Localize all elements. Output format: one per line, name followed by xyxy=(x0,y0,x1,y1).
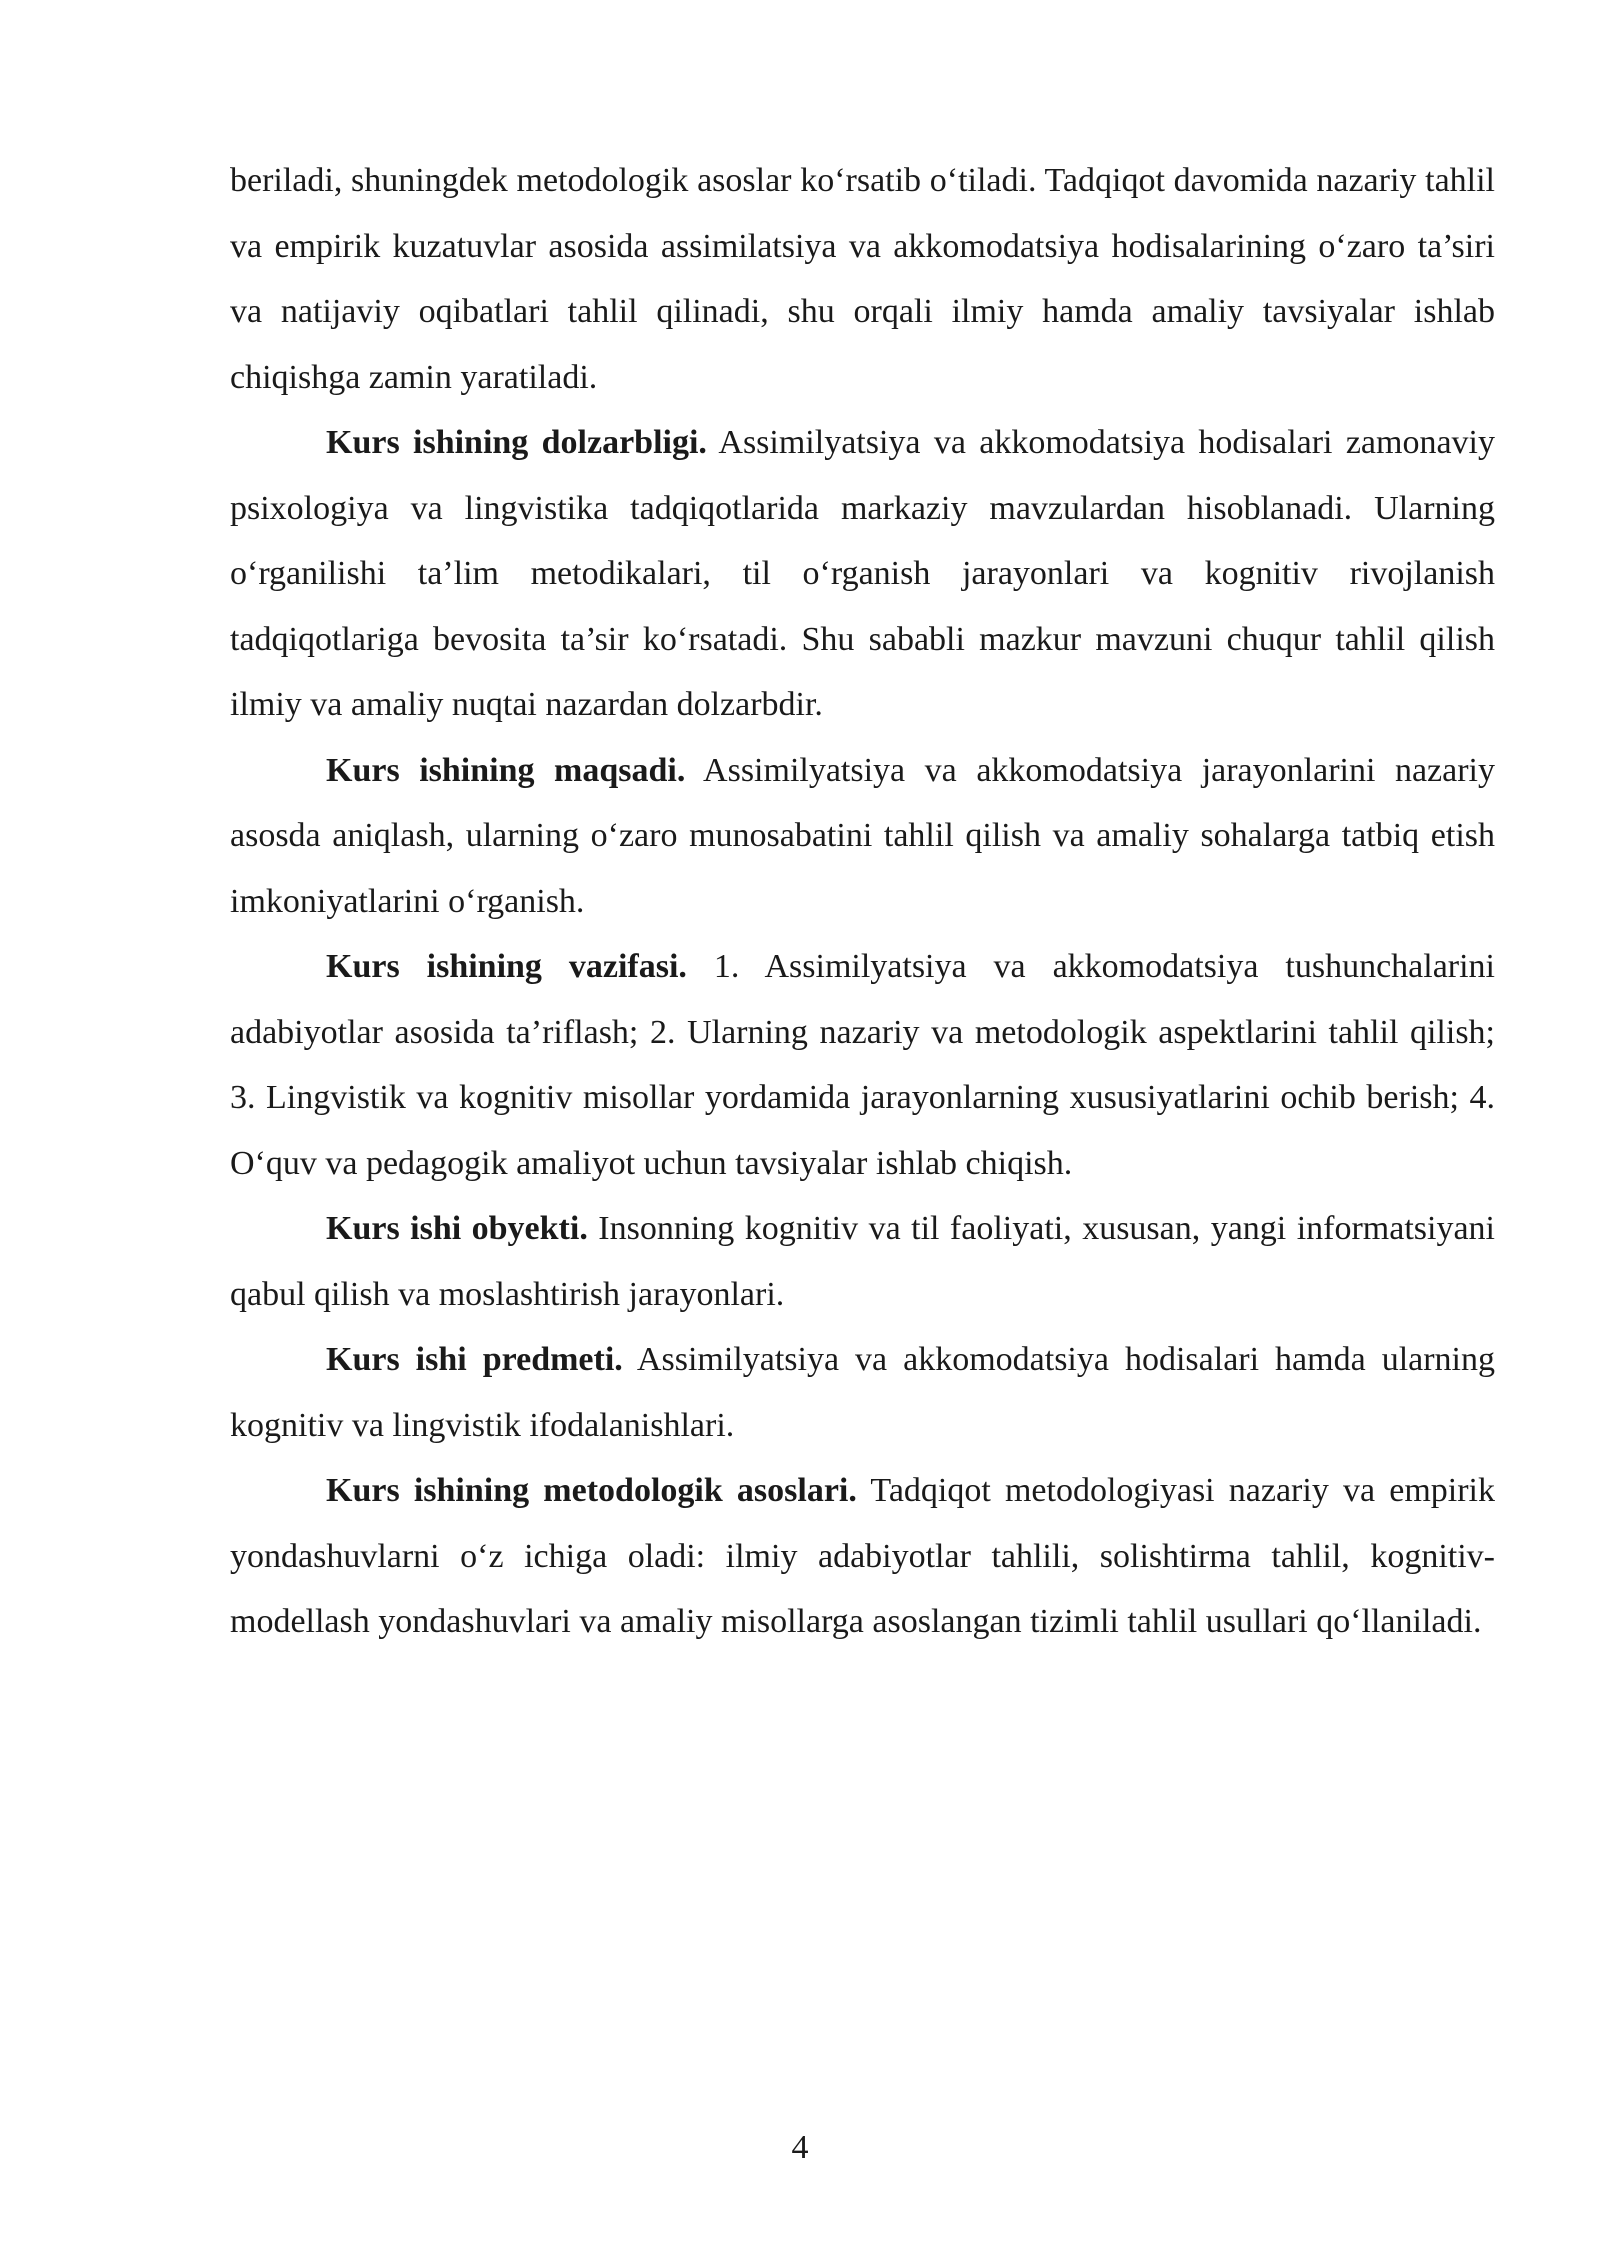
body-text xyxy=(230,148,1495,1655)
paragraph-text: Assimilyatsiya va akkomodatsiya hodisalari hamda ularning kognitiv va lingvistik ifodalanishlari. xyxy=(230,1341,1495,1444)
paragraph-text: Tadqiqot metodologiyasi nazariy va empirik yondashuvlarni o‘z ichiga oladi: ilmiy adabiyotlar tahlili, solishtirma tahlil, kognitiv-modellash yondashuvlari va amaliy misollarga asoslangan tizimli tahlil usullari qo‘llaniladi. xyxy=(230,1472,1495,1640)
paragraph-heading: Kurs ishining maqsadi. xyxy=(326,751,686,789)
paragraph-heading: Kurs ishining vazifasi. xyxy=(326,948,687,985)
paragraph-text: Assimilyatsiya va akkomodatsiya hodisalari zamonaviy psixologiya va lingvistika tadqiqotlarida markaziy mavzulardan hisoblanadi. Ularning o‘rganilishi ta’lim metodikalari, til o‘rganish jarayonlari va kognitiv rivojlanish tadqiqotlariga bevosita ta’sir ko‘rsatadi. Shu sababli mazkur mavzuni chuqur tahlil qilish ilmiy va amaliy nuqtai nazardan dolzarbdir. xyxy=(230,424,1496,723)
page-number: 4 xyxy=(791,2129,809,2166)
paragraph-text: Insonning kognitiv va til faoliyati, xususan, yangi informatsiyani qabul qilish va moslashtirish jarayonlari. xyxy=(230,1210,1496,1313)
paragraph-heading: Kurs ishi obyekti. xyxy=(326,1210,588,1247)
paragraph-text: 1. Assimilyatsiya va akkomodatsiya tushunchalarini adabiyotlar asosida ta’riflash; 2. Ularning nazariy va metodologik aspektlarini tahlil qilish; 3. Lingvistik va kognitiv misollar yordamida jarayonlarning xususiyatlarini ochib berish; 4. O‘quv va pedagogik amaliyot uchun tavsiyalar ishlab chiqish. xyxy=(230,948,1496,1182)
paragraph-object xyxy=(230,1196,1495,1327)
paragraph-heading: Kurs ishi predmeti. xyxy=(326,1341,623,1378)
paragraph-text: Assimilyatsiya va akkomodatsiya jarayonlarini nazariy asosda aniqlash, ularning o‘zaro munosabatini tahlil qilish va amaliy sohalarga tatbiq etish imkoniyatlarini o‘rganish. xyxy=(230,751,1495,920)
paragraph-relevance xyxy=(230,410,1495,738)
paragraph-intro xyxy=(230,148,1495,410)
paragraph-methodology xyxy=(230,1458,1495,1655)
paragraph-tasks xyxy=(230,934,1495,1196)
paragraph-text: beriladi, shuningdek metodologik asoslar ko‘rsatib o‘tiladi. Tadqiqot davomida nazariy tahlil va empirik kuzatuvlar asosida assimilatsiya va akkomodatsiya hodisalarining o‘zaro ta’siri va natijaviy oqibatlari tahlil qilinadi, shu orqali ilmiy hamda amaliy tavsiyalar ishlab chiqishga zamin yaratiladi. xyxy=(230,162,1495,396)
paragraph-heading: Kurs ishining metodologik asoslari. xyxy=(326,1472,857,1509)
paragraph-heading: Kurs ishining dolzarbligi. xyxy=(326,424,707,461)
paragraph-subject xyxy=(230,1327,1495,1458)
paragraph-goal xyxy=(230,738,1495,935)
